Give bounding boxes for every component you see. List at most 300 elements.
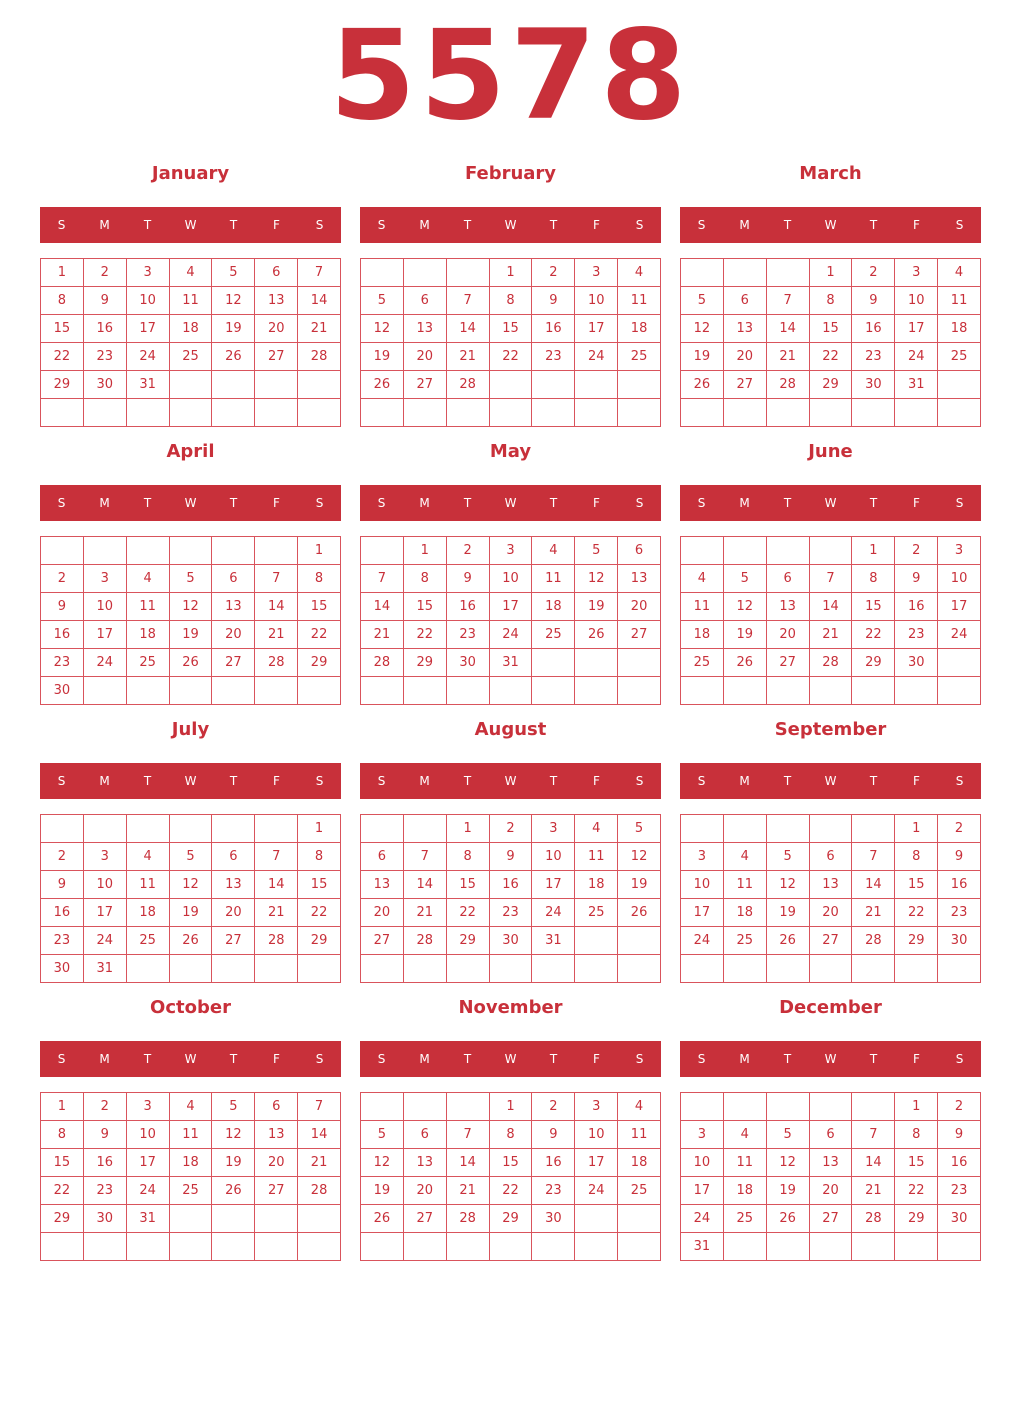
day-cell[interactable]: 27 xyxy=(618,621,661,649)
day-cell[interactable]: 10 xyxy=(575,287,618,315)
day-cell[interactable]: 13 xyxy=(361,871,404,899)
day-cell[interactable]: 24 xyxy=(532,899,575,927)
day-cell[interactable]: 6 xyxy=(212,565,255,593)
day-cell[interactable]: 27 xyxy=(810,927,853,955)
day-cell[interactable]: 4 xyxy=(681,565,724,593)
day-cell[interactable]: 10 xyxy=(681,871,724,899)
day-cell[interactable]: 31 xyxy=(127,371,170,399)
day-cell[interactable]: 3 xyxy=(895,259,938,287)
day-cell[interactable]: 2 xyxy=(41,565,84,593)
day-cell[interactable]: 24 xyxy=(490,621,533,649)
day-cell[interactable]: 21 xyxy=(255,899,298,927)
day-cell[interactable]: 19 xyxy=(170,899,213,927)
day-cell[interactable]: 26 xyxy=(575,621,618,649)
day-cell[interactable]: 7 xyxy=(298,259,341,287)
day-cell[interactable]: 14 xyxy=(298,287,341,315)
day-cell[interactable]: 9 xyxy=(84,1121,127,1149)
day-cell[interactable]: 20 xyxy=(767,621,810,649)
day-cell[interactable]: 27 xyxy=(767,649,810,677)
day-cell[interactable]: 22 xyxy=(298,621,341,649)
day-cell[interactable]: 13 xyxy=(404,1149,447,1177)
day-cell[interactable]: 25 xyxy=(127,649,170,677)
day-cell[interactable]: 27 xyxy=(212,649,255,677)
day-cell[interactable]: 18 xyxy=(170,315,213,343)
day-cell[interactable]: 11 xyxy=(938,287,981,315)
day-cell[interactable]: 7 xyxy=(447,1121,490,1149)
day-cell[interactable]: 11 xyxy=(618,1121,661,1149)
day-cell[interactable]: 16 xyxy=(84,1149,127,1177)
day-cell[interactable]: 2 xyxy=(490,815,533,843)
day-cell[interactable]: 26 xyxy=(767,927,810,955)
day-cell[interactable]: 22 xyxy=(490,343,533,371)
day-cell[interactable]: 2 xyxy=(938,815,981,843)
day-cell[interactable]: 15 xyxy=(895,871,938,899)
day-cell[interactable]: 29 xyxy=(298,649,341,677)
day-cell[interactable]: 8 xyxy=(490,287,533,315)
day-cell[interactable]: 3 xyxy=(127,259,170,287)
day-cell[interactable]: 12 xyxy=(767,1149,810,1177)
day-cell[interactable]: 29 xyxy=(852,649,895,677)
day-cell[interactable]: 15 xyxy=(404,593,447,621)
day-cell[interactable]: 1 xyxy=(447,815,490,843)
day-cell[interactable]: 26 xyxy=(724,649,767,677)
day-cell[interactable]: 6 xyxy=(810,1121,853,1149)
day-cell[interactable]: 18 xyxy=(724,899,767,927)
day-cell[interactable]: 17 xyxy=(127,1149,170,1177)
day-cell[interactable]: 1 xyxy=(404,537,447,565)
day-cell[interactable]: 22 xyxy=(490,1177,533,1205)
day-cell[interactable]: 4 xyxy=(532,537,575,565)
day-cell[interactable]: 12 xyxy=(575,565,618,593)
day-cell[interactable]: 28 xyxy=(852,1205,895,1233)
day-cell[interactable]: 17 xyxy=(938,593,981,621)
day-cell[interactable]: 19 xyxy=(681,343,724,371)
day-cell[interactable]: 28 xyxy=(255,927,298,955)
day-cell[interactable]: 31 xyxy=(490,649,533,677)
day-cell[interactable]: 14 xyxy=(447,1149,490,1177)
day-cell[interactable]: 18 xyxy=(681,621,724,649)
day-cell[interactable]: 12 xyxy=(361,1149,404,1177)
day-cell[interactable]: 14 xyxy=(852,871,895,899)
day-cell[interactable]: 30 xyxy=(938,927,981,955)
day-cell[interactable]: 25 xyxy=(618,1177,661,1205)
day-cell[interactable]: 6 xyxy=(255,1093,298,1121)
day-cell[interactable]: 21 xyxy=(361,621,404,649)
day-cell[interactable]: 27 xyxy=(404,371,447,399)
day-cell[interactable]: 15 xyxy=(298,593,341,621)
day-cell[interactable]: 8 xyxy=(895,1121,938,1149)
day-cell[interactable]: 1 xyxy=(895,815,938,843)
day-cell[interactable]: 30 xyxy=(490,927,533,955)
day-cell[interactable]: 25 xyxy=(681,649,724,677)
day-cell[interactable]: 19 xyxy=(212,1149,255,1177)
day-cell[interactable]: 30 xyxy=(84,1205,127,1233)
day-cell[interactable]: 7 xyxy=(255,843,298,871)
day-cell[interactable]: 15 xyxy=(41,315,84,343)
day-cell[interactable]: 16 xyxy=(490,871,533,899)
day-cell[interactable]: 2 xyxy=(532,1093,575,1121)
day-cell[interactable]: 25 xyxy=(532,621,575,649)
day-cell[interactable]: 4 xyxy=(127,565,170,593)
day-cell[interactable]: 5 xyxy=(212,259,255,287)
day-cell[interactable]: 12 xyxy=(170,593,213,621)
day-cell[interactable]: 20 xyxy=(212,621,255,649)
day-cell[interactable]: 4 xyxy=(724,1121,767,1149)
day-cell[interactable]: 10 xyxy=(895,287,938,315)
day-cell[interactable]: 13 xyxy=(724,315,767,343)
day-cell[interactable]: 11 xyxy=(575,843,618,871)
day-cell[interactable]: 25 xyxy=(170,343,213,371)
day-cell[interactable]: 16 xyxy=(852,315,895,343)
day-cell[interactable]: 5 xyxy=(212,1093,255,1121)
day-cell[interactable]: 24 xyxy=(84,927,127,955)
day-cell[interactable]: 15 xyxy=(490,1149,533,1177)
day-cell[interactable]: 5 xyxy=(575,537,618,565)
day-cell[interactable]: 29 xyxy=(41,1205,84,1233)
day-cell[interactable]: 11 xyxy=(681,593,724,621)
day-cell[interactable]: 13 xyxy=(212,593,255,621)
day-cell[interactable]: 11 xyxy=(618,287,661,315)
day-cell[interactable]: 18 xyxy=(170,1149,213,1177)
day-cell[interactable]: 23 xyxy=(84,343,127,371)
day-cell[interactable]: 12 xyxy=(212,1121,255,1149)
day-cell[interactable]: 1 xyxy=(298,537,341,565)
day-cell[interactable]: 15 xyxy=(298,871,341,899)
day-cell[interactable]: 17 xyxy=(895,315,938,343)
day-cell[interactable]: 3 xyxy=(575,1093,618,1121)
day-cell[interactable]: 13 xyxy=(255,1121,298,1149)
day-cell[interactable]: 11 xyxy=(724,871,767,899)
day-cell[interactable]: 15 xyxy=(895,1149,938,1177)
day-cell[interactable]: 31 xyxy=(84,955,127,983)
day-cell[interactable]: 29 xyxy=(447,927,490,955)
day-cell[interactable]: 27 xyxy=(212,927,255,955)
day-cell[interactable]: 10 xyxy=(681,1149,724,1177)
day-cell[interactable]: 12 xyxy=(724,593,767,621)
day-cell[interactable]: 2 xyxy=(447,537,490,565)
day-cell[interactable]: 16 xyxy=(41,621,84,649)
day-cell[interactable]: 23 xyxy=(532,343,575,371)
day-cell[interactable]: 7 xyxy=(852,843,895,871)
day-cell[interactable]: 20 xyxy=(810,899,853,927)
day-cell[interactable]: 29 xyxy=(895,927,938,955)
day-cell[interactable]: 4 xyxy=(724,843,767,871)
day-cell[interactable]: 10 xyxy=(127,1121,170,1149)
day-cell[interactable]: 18 xyxy=(938,315,981,343)
day-cell[interactable]: 23 xyxy=(852,343,895,371)
day-cell[interactable]: 14 xyxy=(298,1121,341,1149)
day-cell[interactable]: 18 xyxy=(127,899,170,927)
day-cell[interactable]: 20 xyxy=(618,593,661,621)
day-cell[interactable]: 30 xyxy=(852,371,895,399)
day-cell[interactable]: 5 xyxy=(361,1121,404,1149)
day-cell[interactable]: 6 xyxy=(255,259,298,287)
day-cell[interactable]: 9 xyxy=(938,843,981,871)
day-cell[interactable]: 3 xyxy=(938,537,981,565)
day-cell[interactable]: 20 xyxy=(255,1149,298,1177)
day-cell[interactable]: 6 xyxy=(810,843,853,871)
day-cell[interactable]: 13 xyxy=(618,565,661,593)
day-cell[interactable]: 11 xyxy=(127,593,170,621)
day-cell[interactable]: 12 xyxy=(212,287,255,315)
day-cell[interactable]: 3 xyxy=(84,565,127,593)
day-cell[interactable]: 31 xyxy=(532,927,575,955)
day-cell[interactable]: 7 xyxy=(361,565,404,593)
day-cell[interactable]: 8 xyxy=(298,565,341,593)
day-cell[interactable]: 3 xyxy=(681,1121,724,1149)
day-cell[interactable]: 25 xyxy=(575,899,618,927)
day-cell[interactable]: 10 xyxy=(127,287,170,315)
day-cell[interactable]: 2 xyxy=(938,1093,981,1121)
day-cell[interactable]: 13 xyxy=(810,1149,853,1177)
day-cell[interactable]: 30 xyxy=(84,371,127,399)
day-cell[interactable]: 21 xyxy=(255,621,298,649)
day-cell[interactable]: 12 xyxy=(361,315,404,343)
day-cell[interactable]: 29 xyxy=(41,371,84,399)
day-cell[interactable]: 21 xyxy=(298,1149,341,1177)
day-cell[interactable]: 31 xyxy=(895,371,938,399)
day-cell[interactable]: 19 xyxy=(767,899,810,927)
day-cell[interactable]: 11 xyxy=(127,871,170,899)
day-cell[interactable]: 3 xyxy=(681,843,724,871)
day-cell[interactable]: 21 xyxy=(767,343,810,371)
day-cell[interactable]: 29 xyxy=(810,371,853,399)
day-cell[interactable]: 14 xyxy=(255,871,298,899)
day-cell[interactable]: 25 xyxy=(724,1205,767,1233)
day-cell[interactable]: 30 xyxy=(447,649,490,677)
day-cell[interactable]: 23 xyxy=(41,649,84,677)
day-cell[interactable]: 4 xyxy=(170,259,213,287)
day-cell[interactable]: 14 xyxy=(447,315,490,343)
day-cell[interactable]: 5 xyxy=(361,287,404,315)
day-cell[interactable]: 9 xyxy=(41,593,84,621)
day-cell[interactable]: 26 xyxy=(170,927,213,955)
day-cell[interactable]: 29 xyxy=(895,1205,938,1233)
day-cell[interactable]: 11 xyxy=(532,565,575,593)
day-cell[interactable]: 2 xyxy=(852,259,895,287)
day-cell[interactable]: 22 xyxy=(895,1177,938,1205)
day-cell[interactable]: 23 xyxy=(938,1177,981,1205)
day-cell[interactable]: 7 xyxy=(767,287,810,315)
day-cell[interactable]: 11 xyxy=(170,1121,213,1149)
day-cell[interactable]: 8 xyxy=(490,1121,533,1149)
day-cell[interactable]: 23 xyxy=(41,927,84,955)
day-cell[interactable]: 17 xyxy=(681,1177,724,1205)
day-cell[interactable]: 27 xyxy=(404,1205,447,1233)
day-cell[interactable]: 30 xyxy=(41,677,84,705)
day-cell[interactable]: 10 xyxy=(575,1121,618,1149)
day-cell[interactable]: 28 xyxy=(447,371,490,399)
day-cell[interactable]: 15 xyxy=(810,315,853,343)
day-cell[interactable]: 16 xyxy=(938,1149,981,1177)
day-cell[interactable]: 15 xyxy=(447,871,490,899)
day-cell[interactable]: 16 xyxy=(84,315,127,343)
day-cell[interactable]: 31 xyxy=(681,1233,724,1261)
day-cell[interactable]: 3 xyxy=(575,259,618,287)
day-cell[interactable]: 24 xyxy=(575,343,618,371)
day-cell[interactable]: 30 xyxy=(41,955,84,983)
day-cell[interactable]: 9 xyxy=(938,1121,981,1149)
day-cell[interactable]: 23 xyxy=(447,621,490,649)
day-cell[interactable]: 14 xyxy=(767,315,810,343)
day-cell[interactable]: 27 xyxy=(810,1205,853,1233)
day-cell[interactable]: 27 xyxy=(724,371,767,399)
day-cell[interactable]: 4 xyxy=(170,1093,213,1121)
day-cell[interactable]: 14 xyxy=(361,593,404,621)
day-cell[interactable]: 8 xyxy=(852,565,895,593)
day-cell[interactable]: 1 xyxy=(41,259,84,287)
day-cell[interactable]: 5 xyxy=(681,287,724,315)
day-cell[interactable]: 3 xyxy=(84,843,127,871)
day-cell[interactable]: 23 xyxy=(895,621,938,649)
day-cell[interactable]: 12 xyxy=(170,871,213,899)
day-cell[interactable]: 13 xyxy=(255,287,298,315)
day-cell[interactable]: 4 xyxy=(618,1093,661,1121)
day-cell[interactable]: 1 xyxy=(810,259,853,287)
day-cell[interactable]: 1 xyxy=(41,1093,84,1121)
day-cell[interactable]: 3 xyxy=(532,815,575,843)
day-cell[interactable]: 8 xyxy=(810,287,853,315)
day-cell[interactable]: 24 xyxy=(127,343,170,371)
day-cell[interactable]: 26 xyxy=(212,1177,255,1205)
day-cell[interactable]: 21 xyxy=(852,899,895,927)
day-cell[interactable]: 28 xyxy=(810,649,853,677)
day-cell[interactable]: 28 xyxy=(298,343,341,371)
day-cell[interactable]: 25 xyxy=(127,927,170,955)
day-cell[interactable]: 26 xyxy=(361,1205,404,1233)
day-cell[interactable]: 30 xyxy=(532,1205,575,1233)
day-cell[interactable]: 13 xyxy=(212,871,255,899)
day-cell[interactable]: 10 xyxy=(84,871,127,899)
day-cell[interactable]: 29 xyxy=(298,927,341,955)
day-cell[interactable]: 17 xyxy=(575,315,618,343)
day-cell[interactable]: 12 xyxy=(767,871,810,899)
day-cell[interactable]: 16 xyxy=(447,593,490,621)
day-cell[interactable]: 2 xyxy=(84,1093,127,1121)
day-cell[interactable]: 22 xyxy=(41,343,84,371)
day-cell[interactable]: 6 xyxy=(618,537,661,565)
day-cell[interactable]: 10 xyxy=(938,565,981,593)
day-cell[interactable]: 24 xyxy=(681,927,724,955)
day-cell[interactable]: 20 xyxy=(361,899,404,927)
day-cell[interactable]: 6 xyxy=(404,287,447,315)
day-cell[interactable]: 9 xyxy=(41,871,84,899)
day-cell[interactable]: 1 xyxy=(490,1093,533,1121)
day-cell[interactable]: 16 xyxy=(41,899,84,927)
day-cell[interactable]: 21 xyxy=(404,899,447,927)
day-cell[interactable]: 20 xyxy=(404,343,447,371)
day-cell[interactable]: 3 xyxy=(490,537,533,565)
day-cell[interactable]: 15 xyxy=(852,593,895,621)
day-cell[interactable]: 6 xyxy=(361,843,404,871)
day-cell[interactable]: 19 xyxy=(575,593,618,621)
day-cell[interactable]: 24 xyxy=(84,649,127,677)
day-cell[interactable]: 6 xyxy=(212,843,255,871)
day-cell[interactable]: 2 xyxy=(84,259,127,287)
day-cell[interactable]: 16 xyxy=(532,315,575,343)
day-cell[interactable]: 19 xyxy=(618,871,661,899)
day-cell[interactable]: 23 xyxy=(490,899,533,927)
day-cell[interactable]: 13 xyxy=(810,871,853,899)
day-cell[interactable]: 19 xyxy=(361,343,404,371)
day-cell[interactable]: 2 xyxy=(41,843,84,871)
day-cell[interactable]: 9 xyxy=(895,565,938,593)
day-cell[interactable]: 17 xyxy=(575,1149,618,1177)
day-cell[interactable]: 29 xyxy=(490,1205,533,1233)
day-cell[interactable]: 27 xyxy=(255,1177,298,1205)
day-cell[interactable]: 6 xyxy=(724,287,767,315)
day-cell[interactable]: 20 xyxy=(404,1177,447,1205)
day-cell[interactable]: 4 xyxy=(938,259,981,287)
day-cell[interactable]: 20 xyxy=(212,899,255,927)
day-cell[interactable]: 8 xyxy=(41,1121,84,1149)
day-cell[interactable]: 13 xyxy=(767,593,810,621)
day-cell[interactable]: 26 xyxy=(618,899,661,927)
day-cell[interactable]: 26 xyxy=(681,371,724,399)
day-cell[interactable]: 21 xyxy=(298,315,341,343)
day-cell[interactable]: 14 xyxy=(810,593,853,621)
day-cell[interactable]: 24 xyxy=(681,1205,724,1233)
day-cell[interactable]: 8 xyxy=(298,843,341,871)
day-cell[interactable]: 3 xyxy=(127,1093,170,1121)
day-cell[interactable]: 10 xyxy=(84,593,127,621)
day-cell[interactable]: 5 xyxy=(767,843,810,871)
day-cell[interactable]: 16 xyxy=(895,593,938,621)
day-cell[interactable]: 21 xyxy=(810,621,853,649)
day-cell[interactable]: 5 xyxy=(724,565,767,593)
day-cell[interactable]: 7 xyxy=(810,565,853,593)
day-cell[interactable]: 16 xyxy=(938,871,981,899)
day-cell[interactable]: 17 xyxy=(490,593,533,621)
day-cell[interactable]: 9 xyxy=(447,565,490,593)
day-cell[interactable]: 26 xyxy=(767,1205,810,1233)
day-cell[interactable]: 1 xyxy=(490,259,533,287)
day-cell[interactable]: 31 xyxy=(127,1205,170,1233)
day-cell[interactable]: 23 xyxy=(938,899,981,927)
day-cell[interactable]: 28 xyxy=(361,649,404,677)
day-cell[interactable]: 27 xyxy=(361,927,404,955)
day-cell[interactable]: 28 xyxy=(767,371,810,399)
day-cell[interactable]: 11 xyxy=(170,287,213,315)
day-cell[interactable]: 21 xyxy=(447,1177,490,1205)
day-cell[interactable]: 2 xyxy=(895,537,938,565)
day-cell[interactable]: 1 xyxy=(298,815,341,843)
day-cell[interactable]: 7 xyxy=(298,1093,341,1121)
day-cell[interactable]: 15 xyxy=(490,315,533,343)
day-cell[interactable]: 14 xyxy=(404,871,447,899)
day-cell[interactable]: 21 xyxy=(447,343,490,371)
day-cell[interactable]: 2 xyxy=(532,259,575,287)
day-cell[interactable]: 17 xyxy=(681,899,724,927)
day-cell[interactable]: 22 xyxy=(298,899,341,927)
day-cell[interactable]: 19 xyxy=(361,1177,404,1205)
day-cell[interactable]: 14 xyxy=(852,1149,895,1177)
day-cell[interactable]: 4 xyxy=(618,259,661,287)
day-cell[interactable]: 11 xyxy=(724,1149,767,1177)
day-cell[interactable]: 17 xyxy=(84,899,127,927)
day-cell[interactable]: 27 xyxy=(255,343,298,371)
day-cell[interactable]: 6 xyxy=(404,1121,447,1149)
day-cell[interactable]: 22 xyxy=(810,343,853,371)
day-cell[interactable]: 4 xyxy=(575,815,618,843)
day-cell[interactable]: 22 xyxy=(41,1177,84,1205)
day-cell[interactable]: 17 xyxy=(127,315,170,343)
day-cell[interactable]: 7 xyxy=(447,287,490,315)
day-cell[interactable]: 10 xyxy=(532,843,575,871)
day-cell[interactable]: 24 xyxy=(895,343,938,371)
day-cell[interactable]: 24 xyxy=(938,621,981,649)
day-cell[interactable]: 26 xyxy=(361,371,404,399)
